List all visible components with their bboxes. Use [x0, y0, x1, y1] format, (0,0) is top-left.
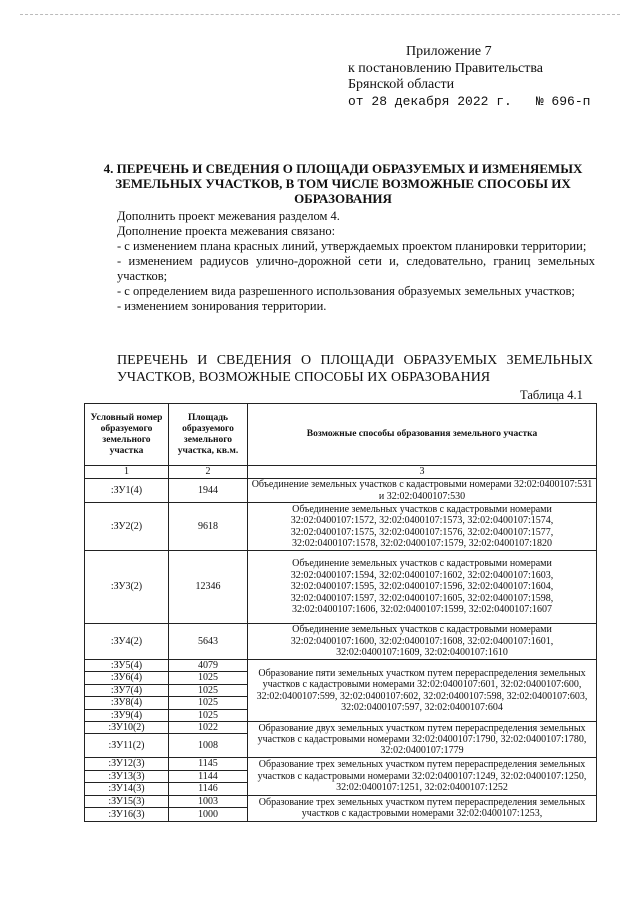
table-caption: Таблица 4.1: [520, 388, 583, 402]
scan-top-edge: [20, 14, 620, 16]
parcel-area-cell: 1025: [169, 672, 248, 684]
section-heading: 4. ПЕРЕЧЕНЬ И СВЕДЕНИЯ О ПЛОЩАДИ ОБРАЗУЕМЫХ И ИЗМЕНЯЕМЫХ ЗЕМЕЛЬНЫХ УЧАСТКОВ, В ТОМ ЧИСЛЕ ВОЗМОЖНЫЕ СПОСОБЫ ИХ ОБРАЗОВАНИЯ: [103, 161, 583, 206]
column-number: 2: [169, 466, 248, 479]
header-parcel-id: Условный номер образуемого земельного участка: [85, 404, 169, 466]
table-heading-line-1: [117, 352, 593, 369]
parcel-id-cell: :ЗУ15(3): [85, 795, 169, 807]
table-row: [85, 624, 597, 660]
parcel-area-cell: 12346: [169, 551, 248, 624]
parcel-area-cell: 1146: [169, 783, 248, 795]
parcel-area-cell: 1025: [169, 697, 248, 709]
approval-line-4: [348, 94, 628, 111]
table-heading-line-2: УЧАСТКОВ, ВОЗМОЖНЫЕ СПОСОБЫ ИХ ОБРАЗОВАНИЯ: [117, 370, 491, 385]
parcel-area-cell: 1008: [169, 734, 248, 758]
heading-word: ОБРАЗУЕМЫХ: [403, 353, 498, 368]
parcel-id-cell: :ЗУ5(4): [85, 660, 169, 672]
approval-line-1: Приложение 7: [406, 44, 492, 59]
body-paragraph: - изменением зонирования территории.: [117, 299, 327, 313]
parcel-area-cell: 1025: [169, 709, 248, 721]
approval-line-3: Брянской области: [348, 77, 455, 92]
approval-line-2: к постановлению Правительства: [348, 60, 544, 76]
column-number: 1: [85, 466, 169, 479]
formation-method-cell: Объединение земельных участков с кадастровыми номерами 32:02:0400107:1600, 32:02:0400107:1608, 32:02:0400107:1601, 32:02:0400107:1609, 32:02:0400107:1610: [248, 624, 597, 660]
header-method: Возможные способы образования земельного участка: [248, 404, 597, 466]
parcel-area-cell: 4079: [169, 660, 248, 672]
table-row: [85, 479, 597, 503]
parcel-id-cell: :ЗУ6(4): [85, 672, 169, 684]
parcel-id-cell: :ЗУ2(2): [85, 503, 169, 551]
parcel-area-cell: 1003: [169, 795, 248, 807]
header-area: Площадь образуемого земельного участка, кв.м.: [169, 404, 248, 466]
approval-stamp: [348, 44, 628, 110]
heading-word: ПЛОЩАДИ: [320, 353, 395, 368]
parcel-id-cell: :ЗУ9(4): [85, 709, 169, 721]
table-row: [85, 722, 597, 734]
heading-word: ЗЕМЕЛЬНЫХ: [506, 353, 593, 368]
parcel-area-cell: 1000: [169, 808, 248, 822]
approval-number: № 696-п: [535, 93, 591, 109]
table-row: [85, 503, 597, 551]
parcel-area-cell: 1944: [169, 479, 248, 503]
parcel-id-cell: :ЗУ8(4): [85, 697, 169, 709]
table-row: [85, 758, 597, 770]
parcels-table: [84, 403, 597, 822]
parcel-id-cell: :ЗУ14(3): [85, 783, 169, 795]
formation-method-cell: Образование двух земельных участком путем перераспределения земельных участков с кадастровыми номерами 32:02:0400107:1790, 32:02:0400107:1780, 32:02:0400107:1779: [248, 722, 597, 758]
formation-method-cell: Объединение земельных участков с кадастровыми номерами 32:02:0400107:531 и 32:02:0400107:530: [248, 479, 597, 503]
formation-method-cell: Объединение земельных участков с кадастровыми номерами 32:02:0400107:1572, 32:02:0400107:1573, 32:02:0400107:1574, 32:02:0400107:1575, 32:02:0400107:1576, 32:02:0400107:1577, 32:02:0400107:1578, 32:02:0400107:1579, 32:02:0400107:1820: [248, 503, 597, 551]
parcel-id-cell: :ЗУ11(2): [85, 734, 169, 758]
parcel-id-cell: :ЗУ16(3): [85, 808, 169, 822]
formation-method-cell: Образование трех земельных участком путем перераспределения земельных участков с кадастровыми номерами 32:02:0400107:1253,: [248, 795, 597, 821]
body-paragraph: - с изменением плана красных линий, утверждаемых проектом планировки территории;: [117, 239, 587, 253]
formation-method-cell: Образование трех земельных участком путем перераспределения земельных участков с кадастровыми номерами 32:02:0400107:1249, 32:02:0400107:1250, 32:02:0400107:1251, 32:02:0400107:1252: [248, 758, 597, 795]
parcel-id-cell: :ЗУ1(4): [85, 479, 169, 503]
approval-date: от 28 декабря 2022 г.: [348, 93, 512, 109]
body-paragraph: - изменением радиусов улично-дорожной сети и, следовательно, границ земельных участков;: [117, 254, 595, 283]
table-row: [85, 660, 597, 672]
parcel-area-cell: 1025: [169, 684, 248, 696]
formation-method-cell: Образование пяти земельных участком путем перераспределения земельных участков с кадастровыми номерами 32:02:0400107:601, 32:02:0400107:600, 32:02:0400107:599, 32:02:0400107:602, 32:02:0400107:598, 32:02:0400107:603, 32:02:0400107:597, 32:02:0400107:604: [248, 660, 597, 722]
heading-word: ПЕРЕЧЕНЬ: [117, 353, 188, 368]
heading-word: О: [300, 353, 312, 368]
formation-method-cell: Объединение земельных участков с кадастровыми номерами 32:02:0400107:1594, 32:02:0400107:1602, 32:02:0400107:1603, 32:02:0400107:1595, 32:02:0400107:1596, 32:02:0400107:1604, 32:02:0400107:1597, 32:02:0400107:1605, 32:02:0400107:1598, 32:02:0400107:1606, 32:02:0400107:1599, 32:02:0400107:1607: [248, 551, 597, 624]
table-heading: [117, 352, 593, 386]
section-body: [117, 209, 595, 314]
parcel-area-cell: 1145: [169, 758, 248, 770]
table-row: [85, 795, 597, 807]
column-number: 3: [248, 466, 597, 479]
heading-word: СВЕДЕНИЯ: [216, 353, 292, 368]
body-paragraph: - с определением вида разрешенного использования образуемых земельных участков;: [117, 284, 575, 298]
parcel-area-cell: 1144: [169, 770, 248, 782]
parcel-id-cell: :ЗУ13(3): [85, 770, 169, 782]
parcels-table-body: [85, 479, 597, 822]
parcel-id-cell: :ЗУ12(3): [85, 758, 169, 770]
body-paragraph: Дополнить проект межевания разделом 4.: [117, 209, 340, 223]
parcel-area-cell: 1022: [169, 722, 248, 734]
heading-word: И: [197, 353, 208, 368]
parcel-area-cell: 9618: [169, 503, 248, 551]
parcel-id-cell: :ЗУ3(2): [85, 551, 169, 624]
parcel-area-cell: 5643: [169, 624, 248, 660]
parcel-id-cell: :ЗУ4(2): [85, 624, 169, 660]
parcel-id-cell: :ЗУ10(2): [85, 722, 169, 734]
parcel-id-cell: :ЗУ7(4): [85, 684, 169, 696]
table-row: [85, 551, 597, 624]
body-paragraph: Дополнение проекта межевания связано:: [117, 224, 336, 238]
